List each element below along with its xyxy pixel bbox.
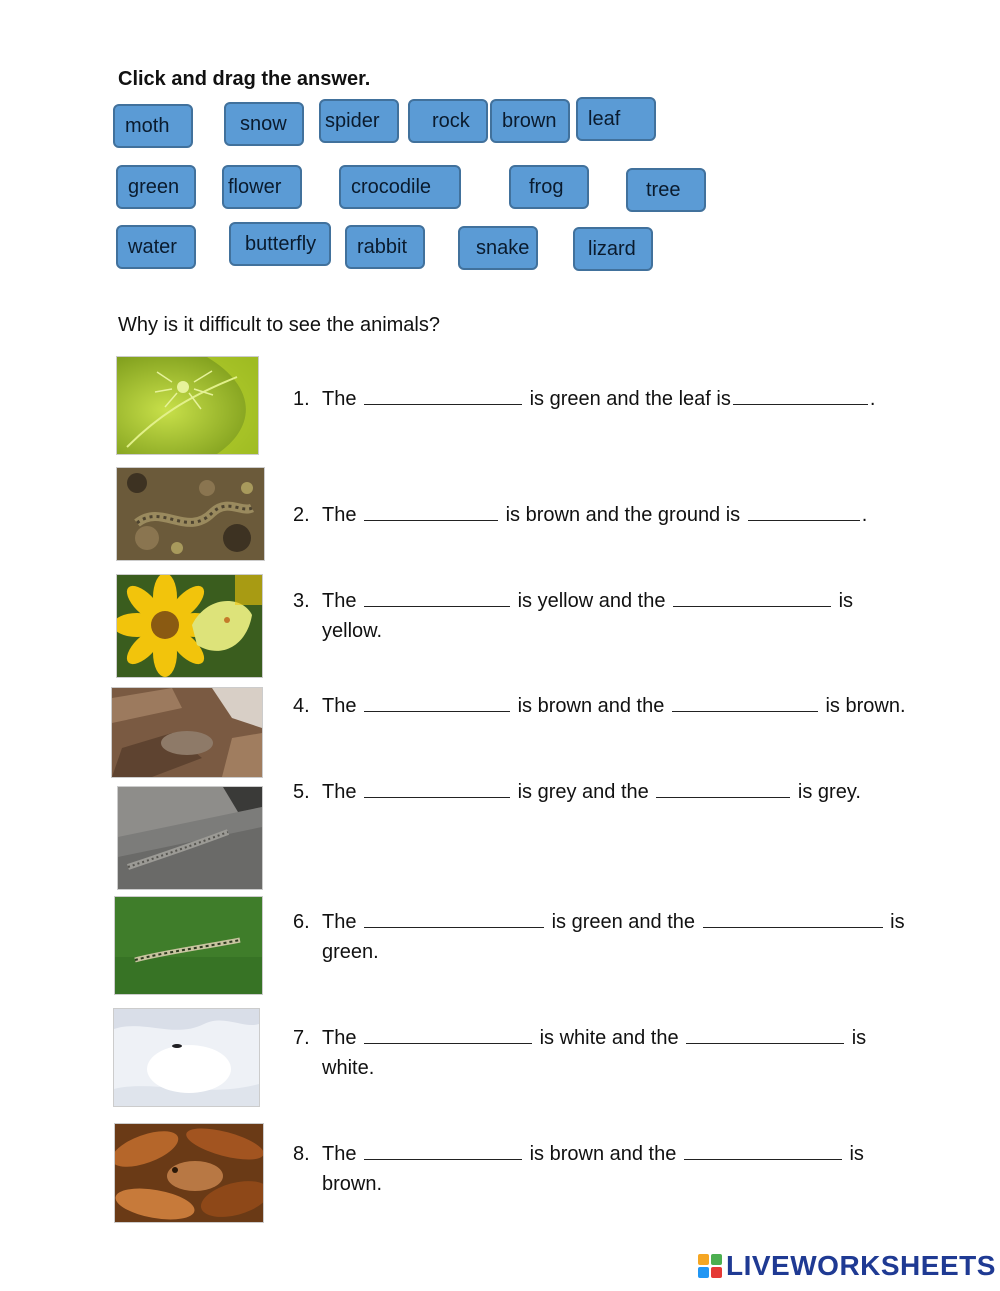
sentence-text: is [851, 1027, 867, 1049]
sentence-text: is yellow and the [517, 590, 666, 612]
sentence-text: is [838, 590, 854, 612]
sentence-text: The [322, 911, 357, 933]
question-text: Why is it difficult to see the animals? [118, 314, 440, 336]
word-chip-crocodile[interactable]: crocodile [339, 165, 461, 209]
word-chip-flower[interactable]: flower [222, 165, 302, 209]
item-number: 7. [293, 1027, 310, 1049]
word-chip-butterfly[interactable]: butterfly [229, 222, 331, 266]
answer-blank[interactable] [673, 586, 831, 607]
snake-on-ground-photo [116, 467, 265, 561]
sentence-line-2: brown. [322, 1173, 383, 1195]
item-number: 6. [293, 911, 310, 933]
sentence-text: is grey. [797, 781, 861, 803]
word-chip-water[interactable]: water [116, 225, 196, 269]
butterfly-on-flower-photo [116, 574, 263, 678]
answer-blank[interactable] [364, 586, 510, 607]
sentence-text: is grey and the [517, 781, 649, 803]
answer-blank[interactable] [703, 907, 883, 928]
answer-blank[interactable] [364, 500, 498, 521]
sentence-text: The [322, 590, 357, 612]
sentence-line-2: yellow. [322, 620, 383, 642]
moth-on-tree-photo [111, 687, 263, 778]
sentence-line-1 [322, 1023, 866, 1053]
sentence-text: is green and the [551, 911, 696, 933]
answer-blank[interactable] [364, 1139, 522, 1160]
sentence-text: is brown and the ground is [505, 504, 741, 526]
sentence-text: The [322, 504, 357, 526]
sentence-text: The [322, 1027, 357, 1049]
sentence-line-1 [322, 384, 875, 414]
answer-blank[interactable] [364, 907, 544, 928]
answer-blank[interactable] [364, 777, 510, 798]
answer-blank[interactable] [686, 1023, 844, 1044]
sentence-text: is green and the leaf is [529, 388, 731, 410]
word-chip-lizard[interactable]: lizard [573, 227, 653, 271]
spider-on-leaf-photo [116, 356, 259, 455]
sentence-line-1 [322, 1139, 864, 1169]
sentence-text: . [861, 504, 868, 526]
item-number: 5. [293, 781, 310, 803]
sentence-line-1 [322, 777, 861, 807]
sentence-line-2: white. [322, 1057, 375, 1079]
answer-blank[interactable] [656, 777, 790, 798]
word-chip-frog[interactable]: frog [509, 165, 589, 209]
word-chip-spider[interactable]: spider [319, 99, 399, 143]
item-number: 2. [293, 504, 310, 526]
sentence-line-2: green. [322, 941, 379, 963]
answer-blank[interactable] [672, 691, 818, 712]
word-chip-leaf[interactable]: leaf [576, 97, 656, 141]
answer-blank[interactable] [684, 1139, 842, 1160]
word-chip-moth[interactable]: moth [113, 104, 193, 148]
item-number: 1. [293, 388, 310, 410]
answer-blank[interactable] [364, 384, 522, 405]
sentence-text: is [890, 911, 905, 933]
sentence-text: The [322, 1143, 357, 1165]
answer-blank[interactable] [748, 500, 860, 521]
word-chip-green[interactable]: green [116, 165, 196, 209]
answer-blank[interactable] [364, 1023, 532, 1044]
item-number: 4. [293, 695, 310, 717]
sentence-text: The [322, 695, 357, 717]
sentence-text: . [869, 388, 876, 410]
word-chip-tree[interactable]: tree [626, 168, 706, 212]
sentence-text: is brown. [825, 695, 906, 717]
sentence-text: is brown and the [529, 1143, 677, 1165]
word-chip-rock[interactable]: rock [408, 99, 488, 143]
sentence-text: is [849, 1143, 864, 1165]
crocodile-in-water-photo [114, 896, 263, 995]
liveworksheets-logo [698, 1250, 996, 1282]
sentence-text: The [322, 781, 357, 803]
rabbit-in-snow-photo [113, 1008, 260, 1107]
sentence-line-1 [322, 907, 905, 937]
answer-blank[interactable] [733, 384, 868, 405]
lizard-on-rock-photo [117, 786, 263, 890]
sentence-text: is white and the [539, 1027, 679, 1049]
word-chip-rabbit[interactable]: rabbit [345, 225, 425, 269]
instruction-heading: Click and drag the answer. [118, 68, 371, 90]
answer-blank[interactable] [364, 691, 510, 712]
sentence-text: The [322, 388, 357, 410]
item-number: 3. [293, 590, 310, 612]
sentence-line-1 [322, 586, 853, 616]
sentence-line-1 [322, 500, 867, 530]
sentence-line-1 [322, 691, 906, 721]
word-chip-snake[interactable]: snake [458, 226, 538, 270]
frog-on-leaves-photo [114, 1123, 264, 1223]
item-number: 8. [293, 1143, 310, 1165]
word-chip-snow[interactable]: snow [224, 102, 304, 146]
logo-icon [698, 1254, 722, 1278]
sentence-text: is brown and the [517, 695, 665, 717]
word-chip-brown[interactable]: brown [490, 99, 570, 143]
logo-text: LIVEWORKSHEETS [726, 1250, 996, 1281]
